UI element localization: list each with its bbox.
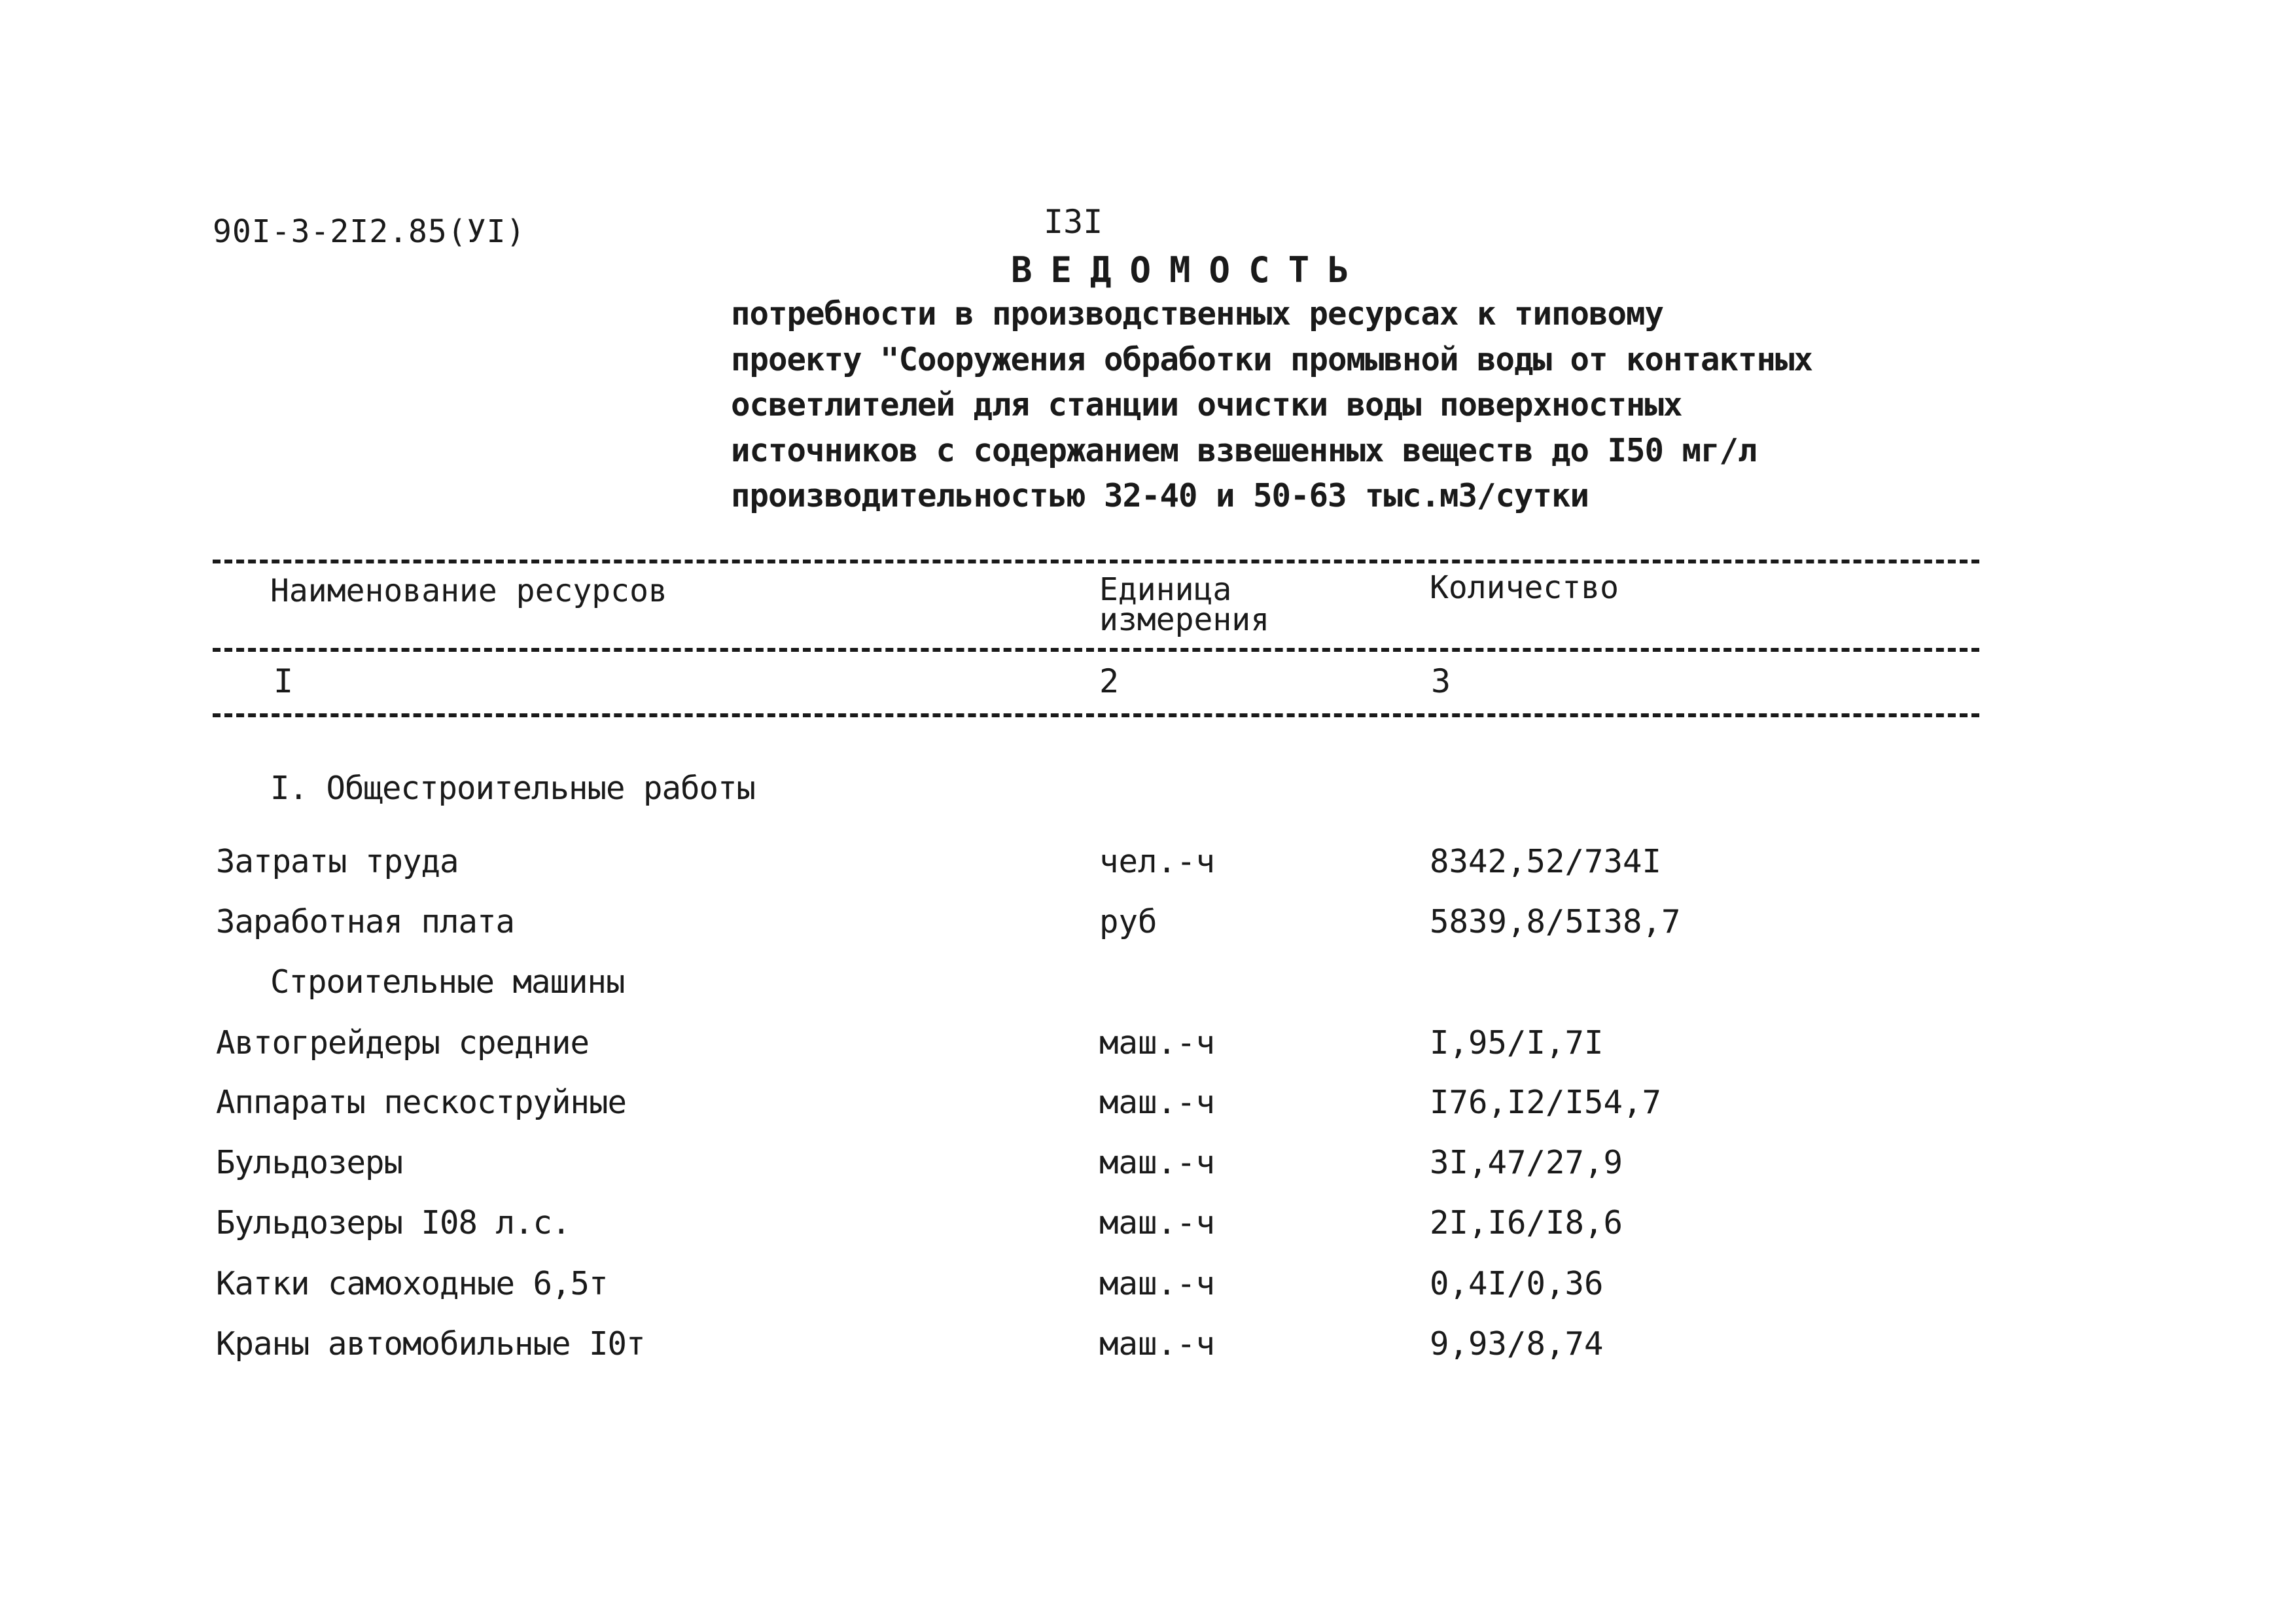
resource-name: Затраты труда — [216, 843, 459, 880]
resource-unit: маш.-ч — [1099, 1204, 1216, 1241]
resource-name: Краны автомобильные I0т — [216, 1325, 645, 1363]
resource-unit: маш.-ч — [1099, 1084, 1216, 1121]
column-header-unit-line2: измерения — [1099, 601, 1270, 638]
table-row — [0, 1024, 2296, 1063]
subtitle-line: проекту "Сооружения обработки промывной воды от контактных — [731, 340, 1813, 378]
resource-quantity: 8342,52/734I — [1430, 843, 1662, 880]
table-row — [0, 1084, 2296, 1123]
resource-name: Заработная плата — [216, 903, 515, 940]
document-title: ВЕДОМОСТЬ — [1011, 249, 1368, 291]
column-number-3: 3 — [1431, 662, 1451, 700]
column-header-name: Наименование ресурсов — [270, 573, 667, 609]
table-row — [0, 903, 2296, 942]
subtitle-line: потребности в производственных ресурсах к типовому — [731, 295, 1664, 332]
subtitle-line: источников с содержанием взвешенных веществ до I50 мг/л — [731, 431, 1757, 469]
column-number-2: 2 — [1099, 662, 1120, 700]
document-subtitle — [731, 291, 1812, 519]
resource-quantity: I,95/I,7I — [1430, 1024, 1604, 1061]
table-row — [0, 1325, 2296, 1364]
resource-name: Катки самоходные 6,5т — [216, 1265, 608, 1302]
resource-unit: маш.-ч — [1099, 1144, 1216, 1181]
subsection-row — [0, 963, 2296, 1003]
resource-name: Автогрейдеры средние — [216, 1024, 590, 1061]
table-row — [0, 1204, 2296, 1243]
column-header-quantity: Количество — [1430, 569, 1619, 606]
table-row — [0, 1144, 2296, 1183]
resource-quantity: 3I,47/27,9 — [1430, 1144, 1623, 1181]
resource-unit: руб — [1099, 903, 1157, 940]
resource-quantity: 5839,8/5I38,7 — [1430, 903, 1681, 940]
resource-quantity: 2I,I6/I8,6 — [1430, 1204, 1623, 1241]
subtitle-line: осветлителей для станции очистки воды поверхностных — [731, 386, 1682, 423]
column-header-unit — [1099, 571, 1270, 638]
table-row — [0, 1265, 2296, 1304]
subtitle-line: производительностью 32-40 и 50-63 тыс.м3/сутки — [731, 477, 1589, 514]
resource-quantity: 9,93/8,74 — [1430, 1325, 1604, 1363]
resource-quantity: 0,4I/0,36 — [1430, 1265, 1604, 1302]
resource-unit: маш.-ч — [1099, 1325, 1216, 1363]
resource-name: Аппараты пескоструйные — [216, 1084, 627, 1121]
resource-unit: маш.-ч — [1099, 1265, 1216, 1302]
page-number: I3I — [1044, 203, 1103, 241]
document-code: 90I-3-2I2.85(УI) — [213, 213, 526, 250]
resource-unit: чел.-ч — [1099, 843, 1216, 880]
column-number-1: I — [274, 662, 294, 700]
section-title: I. Общестроительные работы — [270, 770, 756, 807]
header-separator-rule — [213, 648, 1979, 652]
column-numbers-rule — [213, 713, 1979, 717]
resource-quantity: I76,I2/I54,7 — [1430, 1084, 1662, 1121]
resource-name: Бульдозеры I08 л.с. — [216, 1204, 571, 1241]
column-header-unit-line1: Единица — [1099, 571, 1232, 608]
table-top-rule — [213, 560, 1979, 563]
subsection-title: Строительные машины — [270, 963, 625, 1001]
resource-unit: маш.-ч — [1099, 1024, 1216, 1061]
resource-name: Бульдозеры — [216, 1144, 403, 1181]
table-row — [0, 843, 2296, 882]
